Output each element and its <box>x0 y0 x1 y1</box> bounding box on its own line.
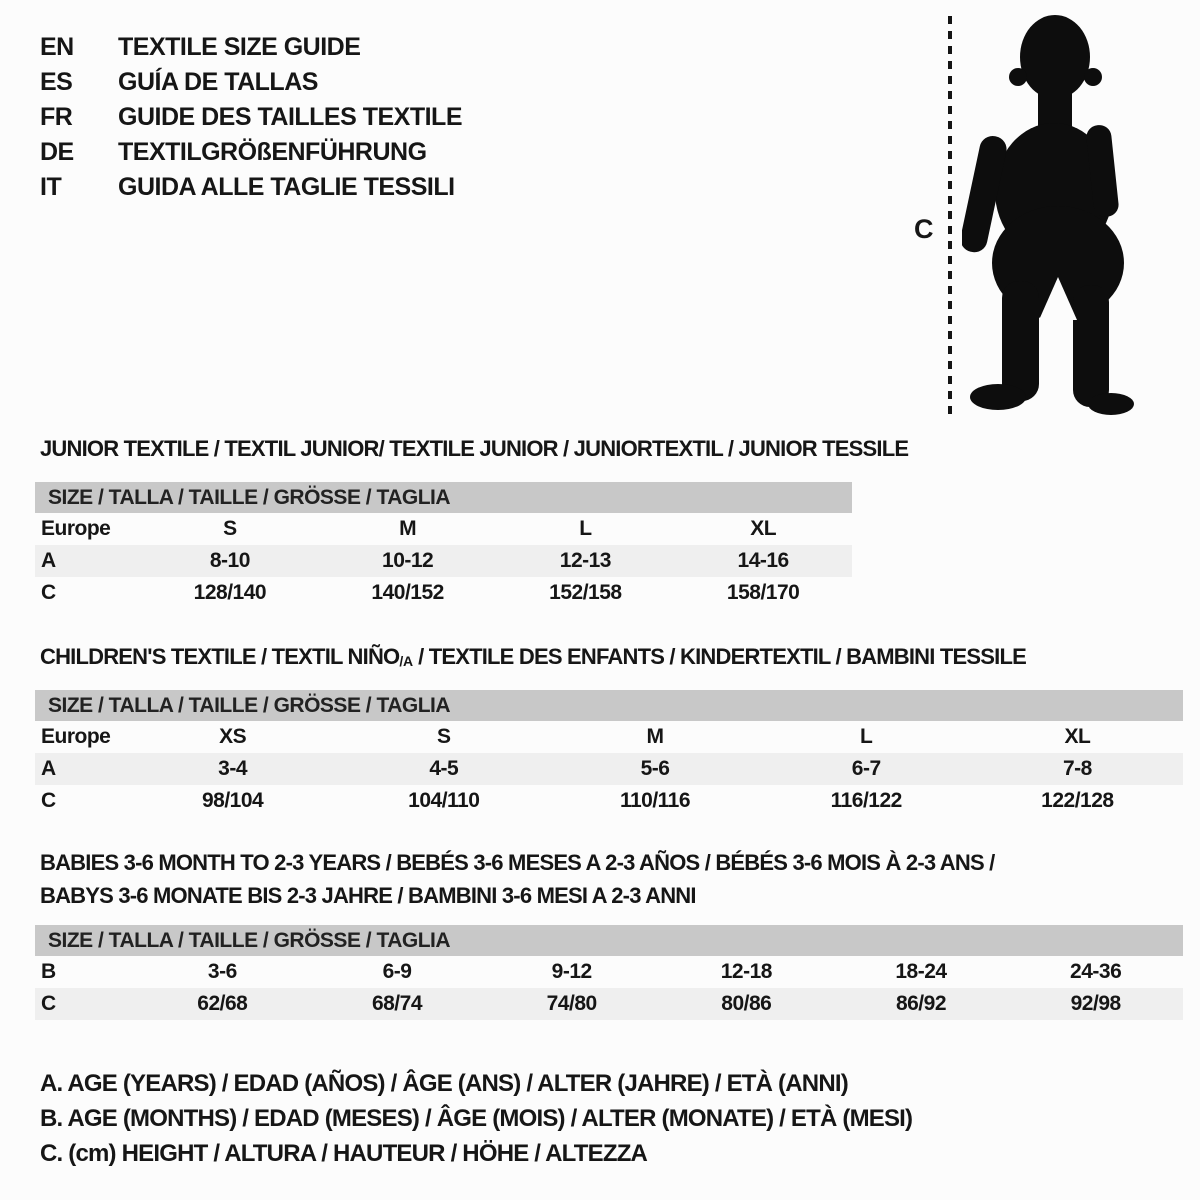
language-title-list <box>40 30 462 205</box>
size-cell: 6-7 <box>851 757 881 780</box>
section-title-line: BABIES 3-6 MONTH TO 2-3 YEARS / BEBÉS 3-6 MESES A 2-3 AÑOS / BÉBÉS 3-6 MOIS À 2-3 ANS / <box>40 850 995 875</box>
row-label: C <box>41 581 56 604</box>
legend-line-age-months: B. AGE (MONTHS) / EDAD (MESES) / ÂGE (MOIS) / ALTER (MONATE) / ETÀ (MESI) <box>40 1105 913 1132</box>
children-size-table <box>35 690 1183 817</box>
size-cell: 3-4 <box>218 757 248 780</box>
measure-legend <box>40 1066 912 1171</box>
table-row <box>35 956 1183 988</box>
section-title-text: CHILDREN'S TEXTILE / TEXTIL NIÑO <box>40 644 400 669</box>
babies-size-table <box>35 925 1183 1020</box>
size-cell: 92/98 <box>1070 992 1121 1015</box>
row-label: Europe <box>41 517 111 540</box>
toddler-silhouette-icon <box>962 13 1140 421</box>
language-code: FR <box>40 103 73 131</box>
height-measure-dashed-line <box>948 16 952 416</box>
table-row <box>35 577 852 609</box>
height-measure-label: C <box>914 214 934 244</box>
language-code: IT <box>40 173 62 201</box>
row-label: A <box>41 549 56 572</box>
size-cell: S <box>437 725 451 748</box>
table-row <box>35 753 1183 785</box>
size-cell: 3-6 <box>207 960 237 983</box>
table-row <box>35 988 1183 1020</box>
size-cell: 80/86 <box>721 992 772 1015</box>
size-cell: 7-8 <box>1062 757 1092 780</box>
size-cell: 86/92 <box>895 992 947 1015</box>
size-cell: 158/170 <box>726 581 800 604</box>
section-title-text: / TEXTILE DES ENFANTS / KINDERTEXTIL / BAMBINI TESSILE <box>412 644 1026 669</box>
size-cell: XL <box>1064 725 1091 748</box>
table-row <box>35 513 852 545</box>
language-row <box>40 170 462 205</box>
size-cell: 12-18 <box>720 960 772 983</box>
size-cell: 74/80 <box>546 992 597 1015</box>
size-cell: 128/140 <box>193 581 267 604</box>
size-cell: 122/128 <box>1041 789 1114 812</box>
size-cell: L <box>579 517 592 540</box>
size-cell: 24-36 <box>1070 960 1122 983</box>
guide-title: GUIDE DES TAILLES TEXTILE <box>118 103 463 131</box>
language-row <box>40 30 462 65</box>
size-cell: 152/158 <box>549 581 622 604</box>
language-code: EN <box>40 33 74 61</box>
row-label: B <box>41 960 56 983</box>
size-cell: M <box>399 517 417 540</box>
size-cell: 8-10 <box>209 549 250 572</box>
size-cell: 6-9 <box>382 960 412 983</box>
guide-title: TEXTILGRÖßENFÜHRUNG <box>118 138 427 166</box>
size-cell: 10-12 <box>382 549 434 572</box>
language-code: ES <box>40 68 73 96</box>
size-cell: XS <box>219 725 247 748</box>
guide-title: TEXTILE SIZE GUIDE <box>118 33 361 61</box>
section-title-junior: JUNIOR TEXTILE / TEXTIL JUNIOR/ TEXTILE JUNIOR / JUNIORTEXTIL / JUNIOR TESSILE <box>40 436 909 461</box>
size-cell: 14-16 <box>737 549 789 572</box>
language-row <box>40 100 462 135</box>
table-row <box>35 545 852 577</box>
section-title-line: BABYS 3-6 MONATE BIS 2-3 JAHRE / BAMBINI 3-6 MESI A 2-3 ANNI <box>40 883 696 908</box>
size-cell: 116/122 <box>830 789 902 812</box>
size-cell: 140/152 <box>371 581 444 604</box>
section-title-subscript: /A <box>399 653 413 669</box>
size-cell: 9-12 <box>551 960 592 983</box>
size-table-header: SIZE / TALLA / TAILLE / GRÖSSE / TAGLIA <box>35 690 1183 721</box>
size-cell: S <box>223 517 237 540</box>
size-cell: 12-13 <box>559 549 611 572</box>
size-table-header: SIZE / TALLA / TAILLE / GRÖSSE / TAGLIA <box>35 482 852 513</box>
guide-title: GUÍA DE TALLAS <box>118 68 318 96</box>
language-row <box>40 65 462 100</box>
table-row <box>35 785 1183 817</box>
size-cell: 4-5 <box>429 757 459 780</box>
size-cell: 104/110 <box>408 789 480 812</box>
size-cell: XL <box>750 517 777 540</box>
section-title-children <box>40 644 1026 670</box>
row-label: C <box>41 992 56 1015</box>
legend-line-height: C. (cm) HEIGHT / ALTURA / HAUTEUR / HÖHE / ALTEZZA <box>40 1140 648 1167</box>
size-cell: 110/116 <box>619 789 691 812</box>
size-cell: M <box>646 725 664 748</box>
size-cell: L <box>860 725 873 748</box>
junior-size-table <box>35 482 852 609</box>
row-label: Europe <box>41 725 111 748</box>
row-label: A <box>41 757 56 780</box>
legend-line-age-years: A. AGE (YEARS) / EDAD (AÑOS) / ÂGE (ANS) / ALTER (JAHRE) / ETÀ (ANNI) <box>40 1070 848 1097</box>
table-row <box>35 721 1183 753</box>
size-cell: 18-24 <box>895 960 947 983</box>
size-cell: 98/104 <box>201 789 264 812</box>
size-cell: 68/74 <box>371 992 423 1015</box>
section-title-babies <box>40 846 994 912</box>
language-row <box>40 135 462 170</box>
row-label: C <box>41 789 56 812</box>
guide-title: GUIDA ALLE TAGLIE TESSILI <box>118 173 455 201</box>
language-code: DE <box>40 138 74 166</box>
size-cell: 5-6 <box>640 757 670 780</box>
size-table-header: SIZE / TALLA / TAILLE / GRÖSSE / TAGLIA <box>35 925 1183 956</box>
size-cell: 62/68 <box>197 992 248 1015</box>
